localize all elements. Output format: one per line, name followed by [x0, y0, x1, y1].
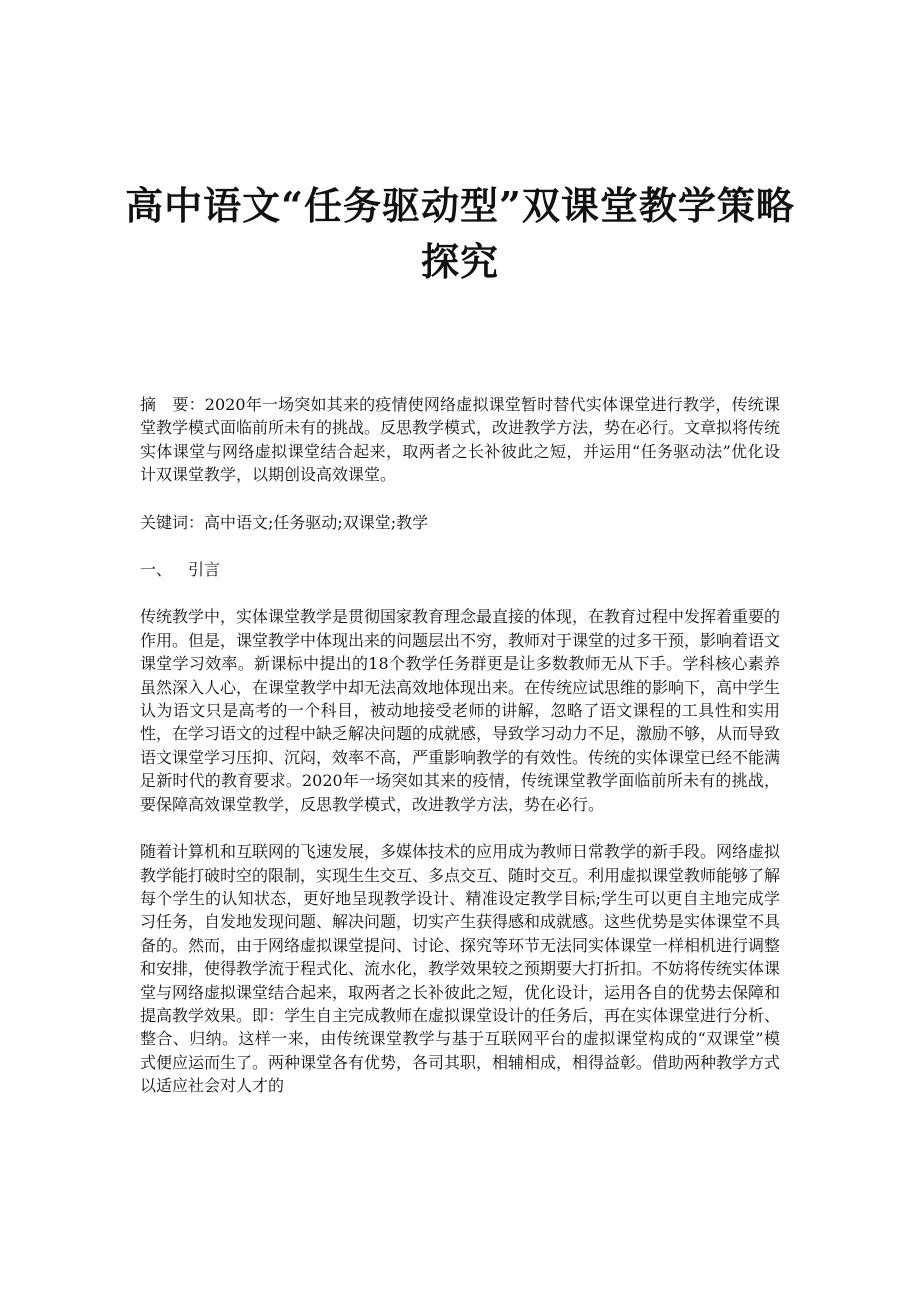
section-number: 一、 — [140, 560, 173, 580]
section-heading — [140, 558, 780, 581]
keywords-line: 关键词：高中语文;任务驱动;双课堂;教学 — [140, 512, 429, 532]
document-body — [140, 393, 780, 1098]
section-title: 引言 — [188, 560, 221, 580]
abstract-paragraph: 摘 要：2020年一场突如其来的疫情使网络虚拟课堂暂时替代实体课堂进行教学，传统课堂教学模式面临前所未有的挑战。反思教学模式，改进教学方法，势在必行。文章拟将传统实体课堂与网络虚拟课堂结合起来，取两者之长补彼此之短，并运用“任务驱动法”优化设计双课堂教学，以期创设高效课堂。 — [140, 395, 781, 485]
document-title: 高中语文“任务驱动型”双课堂教学策略探究 — [125, 183, 795, 284]
body-paragraph-1: 传统教学中，实体课堂教学是贯彻国家教育理念最直接的体现，在教育过程中发挥着重要的作用。但是，课堂教学中体现出来的问题层出不穷，教师对于课堂的过多干预，影响着语文课堂学习效率。新课标中提出的18个教学任务群更是让多数教师无从下手。学科核心素养虽然深入人心，在课堂教学中却无法高效地体现出来。在传统应试思维的影响下，高中学生认为语文只是高考的一个科目，被动地接受老师的讲解，忽略了语文课程的工具性和实用性，在学习语文的过程中缺乏解决问题的成就感，导致学习动力不足，激励不够，从而导致语文课堂学习压抑、沉闷，效率不高，严重影响教学的有效性。传统的实体课堂已经不能满足新时代的教育要求。2020年一场突如其来的疫情，传统课堂教学面临前所未有的挑战，要保障高效课堂教学，反思教学模式，改进教学方法，势在必行。 — [140, 607, 781, 814]
body-paragraph-2: 随着计算机和互联网的飞速发展，多媒体技术的应用成为教师日常教学的新手段。网络虚拟教学能打破时空的限制，实现生生交互、多点交互、随时交互。利用虚拟课堂教师能够了解每个学生的认知状态，更好地呈现教学设计、精准设定教学目标;学生可以更自主地完成学习任务，自发地发现问题、解决问题，切实产生获得感和成就感。这些优势是实体课堂不具备的。然而，由于网络虚拟课堂提问、讨论、探究等环节无法同实体课堂一样相机进行调整和安排，使得教学流于程式化、流水化，教学效果较之预期要大打折扣。不妨将传统实体课堂与网络虚拟课堂结合起来，取两者之长补彼此之短，优化设计，运用各自的优势去保障和提高教学效果。即：学生自主完成教师在虚拟课堂设计的任务后，再在实体课堂进行分析、整合、归纳。这样一来，由传统课堂教学与基于互联网平台的虚拟课堂构成的“双课堂”模式便应运而生了。两种课堂各有优势，各司其职，相辅相成，相得益彰。借助两种教学方式以适应社会对人才的 — [140, 842, 781, 1096]
